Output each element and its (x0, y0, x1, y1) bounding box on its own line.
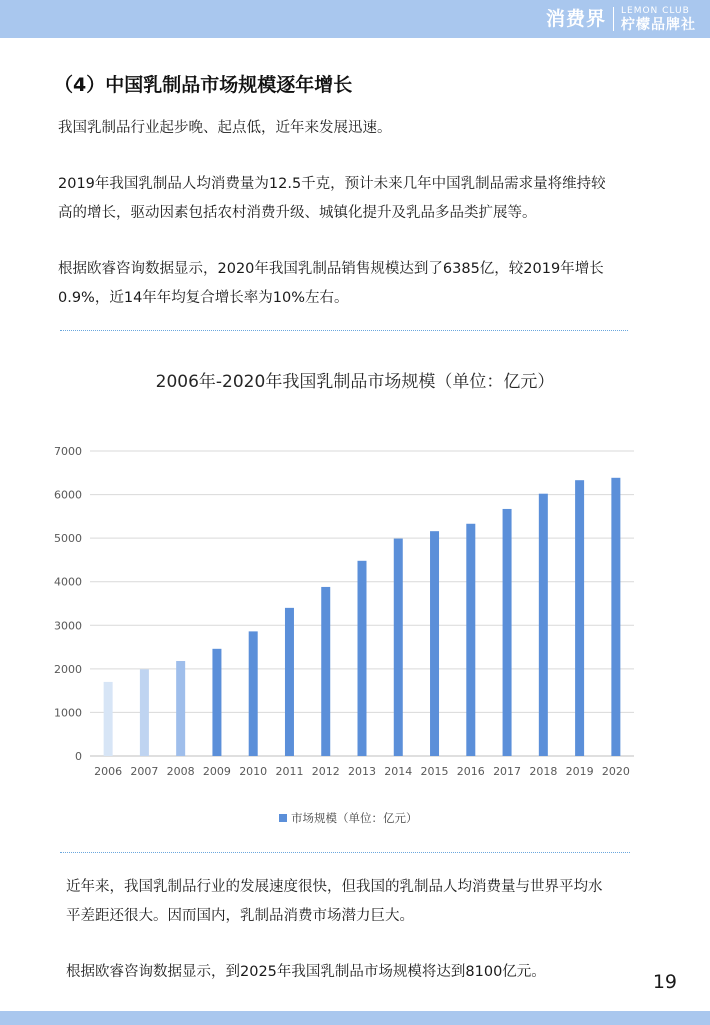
bar (394, 539, 403, 756)
x-tick-label: 2019 (565, 765, 594, 778)
divider-top (60, 330, 628, 331)
y-tick-label: 2000 (54, 662, 82, 676)
brand-name-en: LEMON CLUB (621, 5, 690, 16)
brand-logo (546, 4, 696, 34)
bar (249, 631, 258, 756)
brand-divider (613, 7, 614, 31)
chart-legend (279, 810, 418, 826)
paragraph-gap-line2: 平差距还很大。因而国内，乳制品消费市场潜力巨大。 (66, 908, 414, 924)
bar (140, 669, 149, 756)
brand-name-cn-secondary: 柠檬品牌社 (621, 16, 696, 33)
x-tick-label: 2007 (130, 765, 159, 778)
paragraph-gap-line1: 近年来，我国乳制品行业的发展速度很快，但我国的乳制品人均消费量与世界平均水 (66, 879, 603, 895)
bar (575, 480, 584, 756)
paragraph-forecast: 根据欧睿咨询数据显示，到2025年我国乳制品市场规模将达到8100亿元。 (66, 964, 546, 980)
x-tick-label: 2017 (493, 765, 522, 778)
y-tick-label: 7000 (54, 445, 82, 458)
x-tick-label: 2011 (275, 765, 304, 778)
y-tick-label: 1000 (54, 706, 82, 720)
x-tick-label: 2006 (94, 765, 123, 778)
paragraph-sales-line1: 根据欧睿咨询数据显示，2020年我国乳制品销售规模达到了6385亿，较2019年增长 (58, 261, 604, 277)
y-tick-label: 3000 (54, 619, 82, 633)
divider-bottom (60, 852, 630, 853)
paragraph-consumption-line2: 高的增长，驱动因素包括农村消费升级、城镇化提升及乳品多品类扩展等。 (58, 205, 537, 221)
bar (176, 661, 185, 756)
chart-title: 2006年-2020年我国乳制品市场规模（单位：亿元） (155, 372, 555, 392)
legend-swatch (279, 814, 287, 822)
section-title: （4）中国乳制品市场规模逐年增长 (54, 74, 353, 96)
paragraph-sales-line2: 0.9%，近14年年均复合增长率为10%左右。 (58, 290, 349, 306)
bar (285, 608, 294, 756)
x-tick-label: 2016 (456, 765, 485, 778)
bar-chart (0, 430, 710, 800)
x-tick-label: 2010 (239, 765, 268, 778)
x-tick-label: 2018 (529, 765, 558, 778)
bar (466, 524, 475, 756)
header-band (0, 0, 710, 38)
bar (321, 587, 330, 756)
x-tick-label: 2008 (166, 765, 195, 778)
x-tick-label: 2012 (311, 765, 340, 778)
paragraph-intro: 我国乳制品行业起步晚、起点低，近年来发展迅速。 (58, 120, 392, 136)
paragraph-consumption-line1: 2019年我国乳制品人均消费量为12.5千克，预计未来几年中国乳制品需求量将维持较 (58, 176, 606, 192)
bar (212, 649, 221, 756)
x-tick-label: 2015 (420, 765, 449, 778)
bar (358, 561, 367, 756)
y-tick-label: 5000 (54, 532, 82, 546)
page-number: 19 (652, 971, 677, 993)
brand-right (621, 7, 696, 32)
x-tick-label: 2009 (202, 765, 231, 778)
x-tick-label: 2014 (384, 765, 413, 778)
brand-name-cn: 消费界 (545, 7, 606, 30)
bar (611, 478, 620, 756)
legend-label: 市场规模（单位：亿元） (291, 811, 418, 825)
y-tick-label: 0 (75, 750, 82, 763)
footer-band (0, 1011, 710, 1025)
bar (430, 531, 439, 756)
bar (503, 509, 512, 756)
x-tick-label: 2013 (348, 765, 376, 778)
x-tick-label: 2020 (601, 765, 630, 778)
y-tick-label: 6000 (54, 488, 82, 502)
y-tick-label: 4000 (54, 575, 82, 589)
bar (104, 682, 113, 756)
bar (539, 494, 548, 756)
